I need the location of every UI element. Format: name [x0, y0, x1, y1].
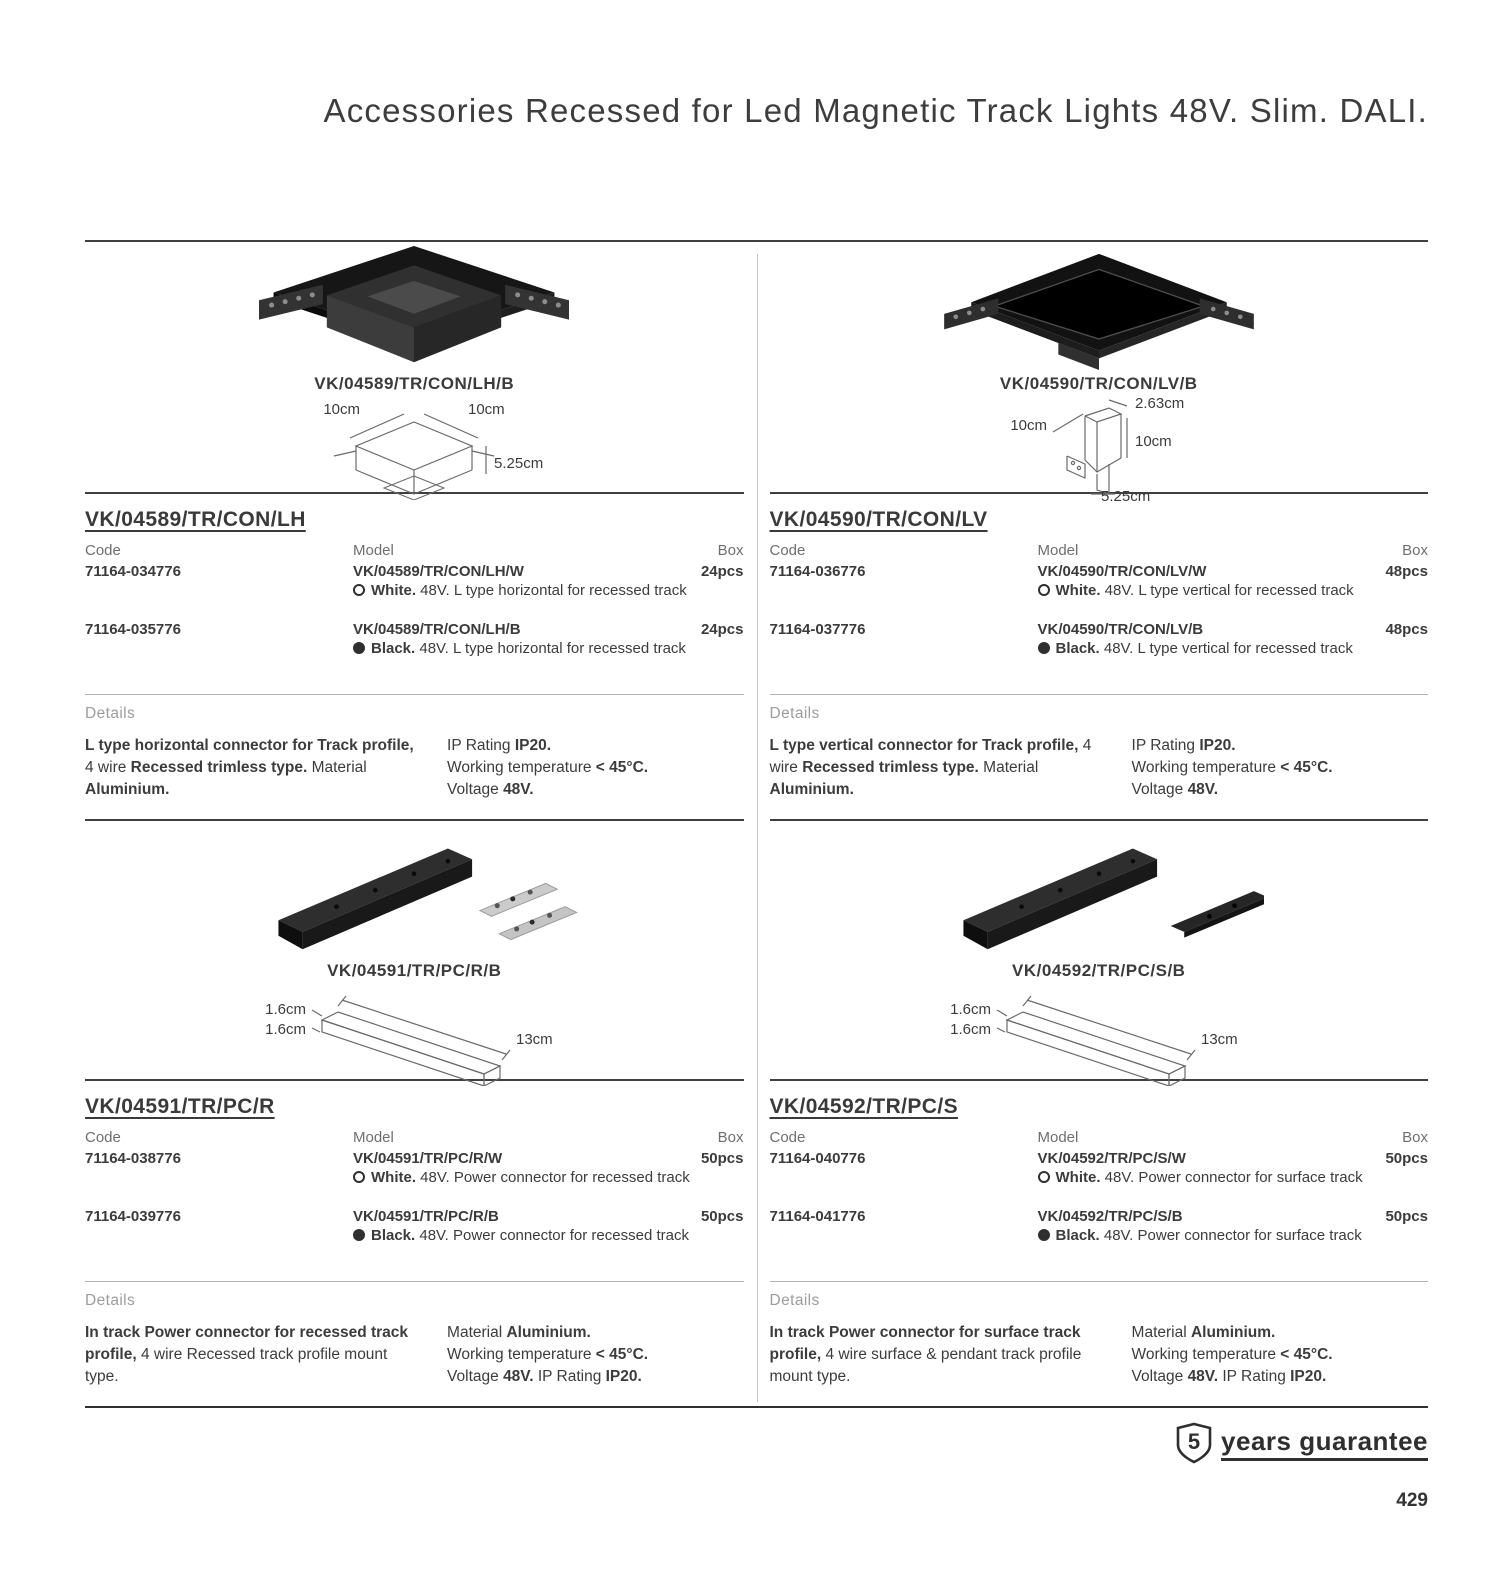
- variant-description: White. 48V. Power connector for recessed track: [353, 1169, 744, 1186]
- variant-box: 50pcs: [1385, 1208, 1428, 1225]
- dim-label: 13cm: [516, 1031, 553, 1048]
- variant-box: 50pcs: [1385, 1150, 1428, 1167]
- col-model: Model: [353, 542, 394, 559]
- table-row: [85, 563, 744, 599]
- details-left: In track Power connector for recessed track profile, 4 wire Recessed track profile mount type.: [85, 1324, 409, 1385]
- details-text: [85, 735, 744, 819]
- product-heading: VK/04589/TR/CON/LH: [85, 508, 306, 531]
- variant-code: 71164-035776: [85, 621, 181, 638]
- product-photo-l-horizontal-connector: [85, 242, 744, 370]
- details-rule: [770, 1281, 1429, 1282]
- color-swatch-icon: [1038, 584, 1050, 596]
- guarantee-years: 5: [1187, 1429, 1201, 1454]
- details-rule: [85, 1281, 744, 1282]
- variant-box: 48pcs: [1385, 563, 1428, 580]
- section-rule: [85, 819, 744, 821]
- table-row: [85, 1150, 744, 1186]
- shield-icon: [1176, 1422, 1212, 1464]
- details-left: L type horizontal connector for Track profile, 4 wire Recessed trimless type. Material Aluminium.: [85, 737, 414, 798]
- power-connector-photo: [249, 835, 579, 957]
- column-divider: [757, 254, 758, 1402]
- page-number: 429: [1396, 1490, 1428, 1511]
- corner-connector-photo: [259, 244, 569, 370]
- variant-description: White. 48V. L type vertical for recessed track: [1038, 582, 1429, 599]
- variant-table: [770, 1129, 1429, 1281]
- col-code: Code: [769, 542, 806, 559]
- dim-label: 10cm: [1134, 433, 1172, 450]
- variant-code: 71164-036776: [769, 563, 866, 580]
- variant-code: 71164-039776: [85, 1208, 181, 1225]
- variant-table: [770, 542, 1429, 694]
- details-label: Details: [85, 1292, 136, 1309]
- details-text: [770, 1322, 1429, 1406]
- product-heading: VK/04592/TR/PC/S: [769, 1095, 958, 1118]
- corner-connector-photo: [944, 250, 1254, 370]
- dim-label: 1.6cm: [949, 1021, 991, 1038]
- dim-label: 1.6cm: [265, 1001, 307, 1018]
- variant-box: 50pcs: [700, 1150, 744, 1167]
- table-row: [770, 1150, 1429, 1186]
- guarantee-badge: [85, 1422, 1428, 1464]
- variant-code: 71164-038776: [85, 1150, 181, 1167]
- col-code: Code: [85, 1129, 121, 1146]
- product-section-vk04590: [770, 242, 1429, 1406]
- variant-box: 24pcs: [700, 621, 744, 638]
- dimension-diagram-vk04590: [770, 394, 1429, 502]
- product-heading: VK/04590/TR/CON/LV: [769, 508, 988, 531]
- power-connector-photo: [934, 835, 1264, 957]
- product-photo-caption: VK/04589/TR/CON/LH/B: [314, 374, 515, 393]
- col-box: Box: [717, 1129, 744, 1146]
- page-title: Accessories Recessed for Led Magnetic Track Lights 48V. Slim. DALI.: [323, 92, 1428, 129]
- dimension-diagram-vk04589: [85, 394, 744, 502]
- variant-description: White. 48V. L type horizontal for recessed track: [353, 582, 744, 599]
- col-model: Model: [353, 1129, 394, 1146]
- variant-table: [85, 1129, 744, 1281]
- section-rule: [770, 819, 1429, 821]
- dim-label: 5.25cm: [1100, 488, 1150, 502]
- variant-table: [85, 542, 744, 694]
- dim-label: 10cm: [468, 401, 505, 418]
- details-right: Material Aluminium. Working temperature < 45°C. Voltage 48V. IP Rating IP20.: [447, 1324, 649, 1385]
- details-label: Details: [85, 705, 136, 722]
- variant-description: White. 48V. Power connector for surface track: [1038, 1169, 1429, 1186]
- color-swatch-icon: [353, 1229, 365, 1241]
- details-left: L type vertical connector for Track profile, 4 wire Recessed trimless type. Material Aluminium.: [769, 737, 1092, 798]
- variant-model: VK/04589/TR/CON/LH/W: [353, 563, 524, 580]
- variant-box: 24pcs: [700, 563, 744, 580]
- dim-label: 13cm: [1200, 1031, 1238, 1048]
- details-text: [85, 1322, 744, 1406]
- color-swatch-icon: [353, 642, 365, 654]
- footer-rule: [85, 1406, 1428, 1408]
- variant-model: VK/04590/TR/CON/LV/W: [1037, 563, 1207, 580]
- details-right: IP Rating IP20. Working temperature < 45°C. Voltage 48V.: [447, 737, 649, 798]
- variant-model: VK/04592/TR/PC/S/W: [1037, 1150, 1186, 1167]
- details-rule: [770, 694, 1429, 695]
- table-row: [85, 621, 744, 657]
- variant-model: VK/04590/TR/CON/LV/B: [1037, 621, 1204, 638]
- col-box: Box: [1402, 1129, 1428, 1146]
- table-row: [770, 563, 1429, 599]
- color-swatch-icon: [1038, 642, 1050, 654]
- variant-model: VK/04591/TR/PC/R/W: [353, 1150, 503, 1167]
- dim-label: 10cm: [323, 401, 361, 418]
- col-model: Model: [1037, 1129, 1079, 1146]
- details-right: Material Aluminium. Working temperature < 45°C. Voltage 48V. IP Rating IP20.: [1131, 1324, 1333, 1385]
- details-rule: [85, 694, 744, 695]
- col-model: Model: [1037, 542, 1079, 559]
- guarantee-label: years guarantee: [1221, 1426, 1428, 1461]
- product-photo-power-connector-surface: [770, 829, 1429, 957]
- dim-label: 1.6cm: [265, 1021, 307, 1038]
- product-photo-power-connector-recessed: [85, 829, 744, 957]
- product-photo-caption: VK/04591/TR/PC/R/B: [327, 961, 502, 980]
- dim-label: 5.25cm: [494, 455, 544, 472]
- product-grid: [85, 242, 1428, 1406]
- table-row: [770, 621, 1429, 657]
- details-left: In track Power connector for surface track profile, 4 wire surface & pendant track profile mount type.: [769, 1324, 1082, 1385]
- variant-description: Black. 48V. Power connector for recessed track: [353, 1227, 744, 1244]
- product-heading: VK/04591/TR/PC/R: [85, 1095, 275, 1118]
- catalog-page: [0, 92, 1500, 1592]
- variant-description: Black. 48V. L type vertical for recessed track: [1038, 640, 1429, 657]
- variant-box: 50pcs: [700, 1208, 744, 1225]
- variant-code: 71164-037776: [769, 621, 866, 638]
- table-row: [85, 1208, 744, 1244]
- dim-label: 2.63cm: [1134, 395, 1184, 412]
- variant-code: 71164-040776: [769, 1150, 866, 1167]
- details-text: [770, 735, 1429, 819]
- dimension-diagram-vk04592: [770, 981, 1429, 1089]
- dim-label: 10cm: [1010, 417, 1047, 434]
- dim-label: 1.6cm: [949, 1001, 991, 1018]
- variant-box: 48pcs: [1385, 621, 1428, 638]
- color-swatch-icon: [353, 1171, 365, 1183]
- variant-model: VK/04589/TR/CON/LH/B: [353, 621, 521, 638]
- table-row: [770, 1208, 1429, 1244]
- variant-description: Black. 48V. Power connector for surface track: [1038, 1227, 1429, 1244]
- col-code: Code: [85, 542, 121, 559]
- product-section-vk04589: [85, 242, 744, 1406]
- color-swatch-icon: [1038, 1229, 1050, 1241]
- product-photo-l-vertical-connector: [770, 242, 1429, 370]
- product-photo-caption: VK/04592/TR/PC/S/B: [1012, 961, 1186, 980]
- color-swatch-icon: [353, 584, 365, 596]
- dimension-diagram-vk04591: [85, 981, 744, 1089]
- col-code: Code: [769, 1129, 806, 1146]
- product-photo-caption: VK/04590/TR/CON/LV/B: [999, 374, 1198, 393]
- variant-description: Black. 48V. L type horizontal for recessed track: [353, 640, 744, 657]
- details-label: Details: [769, 1292, 820, 1309]
- color-swatch-icon: [1038, 1171, 1050, 1183]
- col-box: Box: [1402, 542, 1428, 559]
- details-right: IP Rating IP20. Working temperature < 45°C. Voltage 48V.: [1131, 737, 1333, 798]
- variant-code: 71164-034776: [85, 563, 181, 580]
- col-box: Box: [717, 542, 744, 559]
- variant-model: VK/04591/TR/PC/R/B: [353, 1208, 499, 1225]
- variant-code: 71164-041776: [769, 1208, 866, 1225]
- variant-model: VK/04592/TR/PC/S/B: [1037, 1208, 1183, 1225]
- details-label: Details: [769, 705, 820, 722]
